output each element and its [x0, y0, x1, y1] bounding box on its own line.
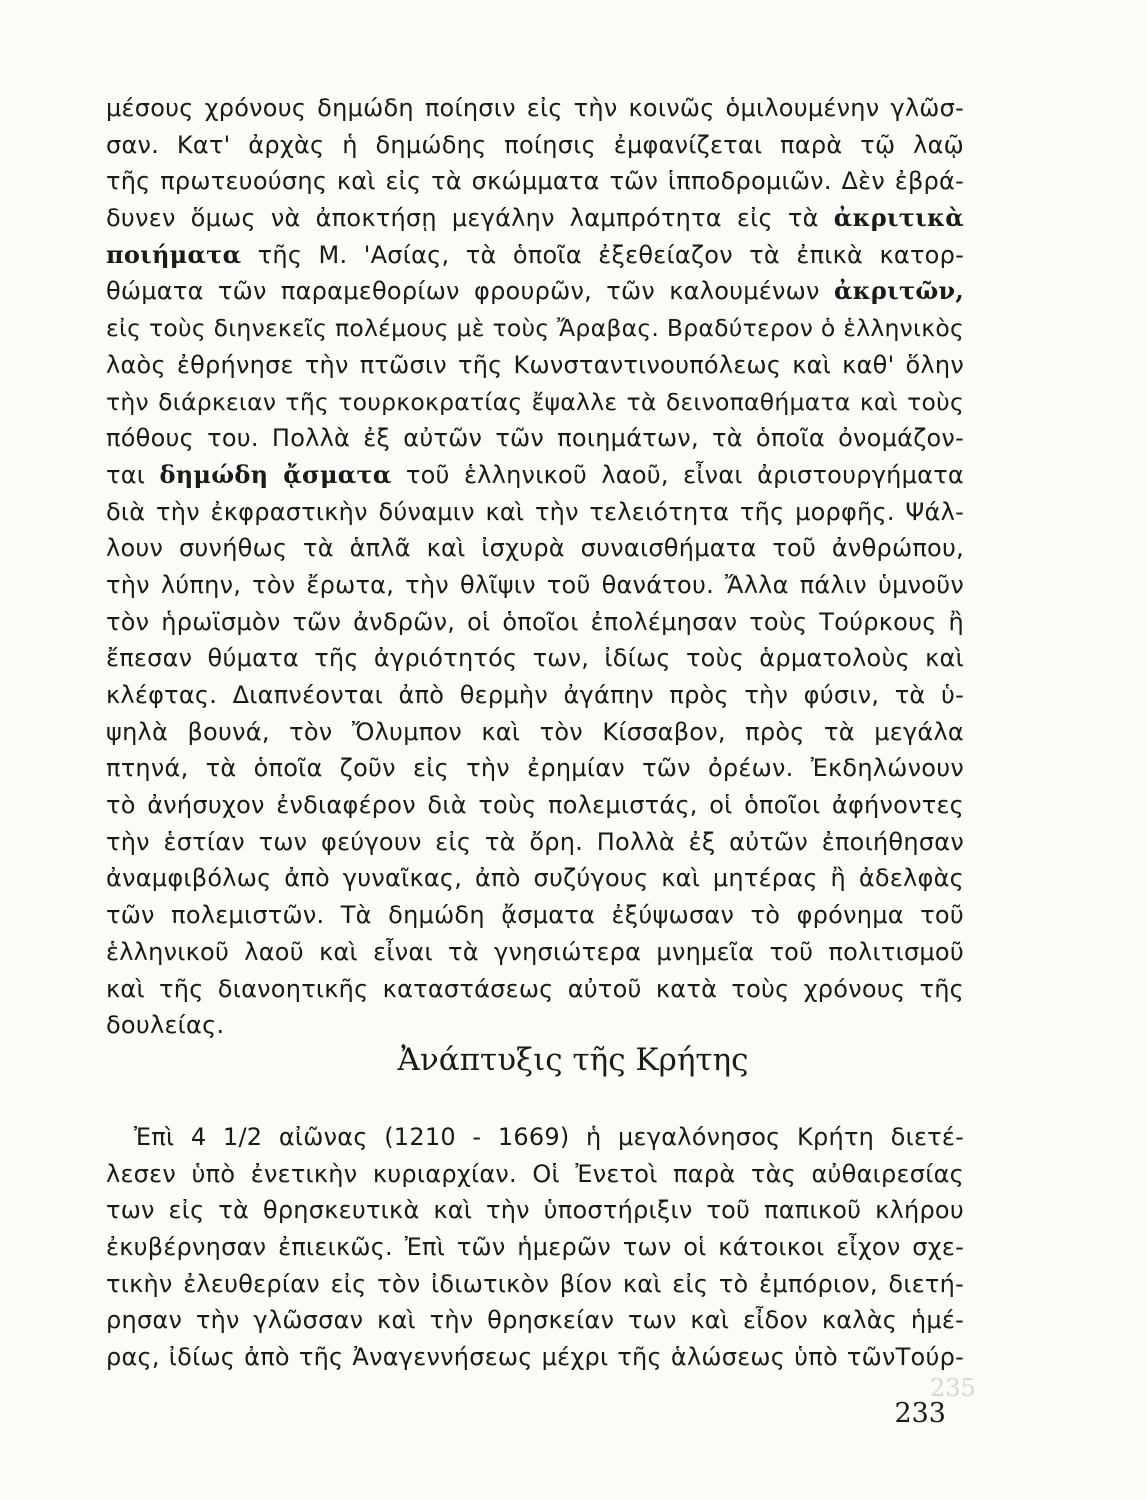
- text-line: θώματα τῶν παραμεθορίων φρουρῶν, τῶν καλουμένων ἀκριτῶν,: [106, 276, 964, 306]
- page-number: 233: [894, 1398, 946, 1429]
- paragraph-folk-poetry: [106, 90, 964, 1044]
- text-line: ἔπεσαν θύματα τῆς ἀγριότητός των, ἰδίως τοὺς ἁρματολοὺς καὶ: [106, 644, 964, 673]
- text-line: τικὴν ἐλευθερίαν εἰς τὸν ἰδιωτικὸν βίον καὶ εἰς τὸ ἐμπόριον, διετή-: [106, 1269, 964, 1298]
- text-line: εἰς τοὺς διηνεκεῖς πολέμους μὲ τοὺς Ἄραβας. Βραδύτερον ὁ ἑλληνικὸς: [106, 314, 964, 343]
- text-line: ψηλὰ βουνά, τὸν Ὄλυμπον καὶ τὸν Κίσσαβον, πρὸς τὰ μεγάλα: [106, 717, 964, 746]
- text-line: των εἰς τὰ θρησκευτικὰ καὶ τὴν ὑποστήριξιν τοῦ παπικοῦ κλήρου: [106, 1196, 964, 1225]
- text-line: τὸ ἀνήσυχον ἐνδιαφέρον διὰ τοὺς πολεμιστάς, οἱ ὁποῖοι ἀφήνοντες: [106, 791, 964, 820]
- text-line: ρησαν τὴν γλῶσσαν καὶ τὴν θρησκείαν των καὶ εἶδον καλὰς ἡμέ-: [106, 1306, 964, 1335]
- text-line: μέσους χρόνους δημώδη ποίησιν εἰς τὴν κοινῶς ὁμιλουμένην γλῶσ-: [106, 94, 964, 122]
- text-line: ἑλληνικοῦ λαοῦ καὶ εἶναι τὰ γνησιώτερα μνημεῖα τοῦ πολιτισμοῦ: [106, 937, 964, 966]
- text-line: κλέφτας. Διαπνέονται ἀπὸ θερμὴν ἀγάπην πρὸς τὴν φύσιν, τὰ ὑ-: [106, 681, 964, 709]
- text-line: ται δημώδη ᾄσματα τοῦ ἑλληνικοῦ λαοῦ, εἶναι ἀριστουργήματα: [106, 459, 964, 489]
- text-line: τὴν διάρκειαν τῆς τουρκοκρατίας ἔψαλλε τὰ δεινοπαθήματα καὶ τοὺς: [106, 387, 964, 416]
- text-line: δυνεν ὅμως νὰ ἀποκτήσῃ μεγάλην λαμπρότητα εἰς τὰ ἀκριτικὰ: [106, 203, 964, 233]
- show-through-page-number: 235: [930, 1374, 976, 1402]
- text-line: δουλείας.: [106, 1011, 225, 1040]
- text-line: ποιήματα τῆς Μ. 'Ασίας, τὰ ὁποῖα ἐξεθείαζον τὰ ἐπικὰ κατορ-: [106, 239, 964, 269]
- paragraph-crete: [106, 1119, 964, 1376]
- section-heading: Ἀνάπτυξις τῆς Κρήτης: [397, 1042, 749, 1078]
- text-line: σαν. Κατ' ἀρχὰς ἡ δημώδης ποίησις ἐμφανίζεται παρὰ τῷ λαῷ: [106, 130, 964, 159]
- text-line: λεσεν ὑπὸ ἐνετικὴν κυριαρχίαν. Οἱ Ἐνετοὶ παρὰ τὰς αὐθαιρεσίας: [106, 1159, 964, 1188]
- text-line: λαὸς ἐθρήνησε τὴν πτῶσιν τῆς Κωνσταντινουπόλεως καὶ καθ' ὅλην: [106, 350, 964, 379]
- text-line: ἐκυβέρνησαν ἐπιεικῶς. Ἐπὶ τῶν ἡμερῶν των οἱ κάτοικοι εἶχον σχε-: [106, 1233, 964, 1262]
- text-line: πόθους του. Πολλὰ ἐξ αὐτῶν τῶν ποιημάτων, τὰ ὁποῖα ὀνομάζον-: [106, 424, 964, 453]
- text-line: τῆς πρωτευούσης καὶ εἰς τὰ σκώμματα τῶν ἱπποδρομιῶν. Δὲν ἐβρά-: [106, 167, 964, 196]
- text-line: διὰ τὴν ἐκφραστικὴν δύναμιν καὶ τὴν τελειότητα τῆς μορφῆς. Ψάλ-: [106, 497, 964, 526]
- text-line: τὴν λύπην, τὸν ἔρωτα, τὴν θλῖψιν τοῦ θανάτου. Ἄλλα πάλιν ὑμνοῦν: [106, 570, 964, 599]
- text-line: τὴν ἑστίαν των φεύγουν εἰς τὰ ὄρη. Πολλὰ ἐξ αὐτῶν ἐποιήθησαν: [106, 827, 964, 856]
- text-line: Ἐπὶ 4 1/2 αἰῶνας (1210 - 1669) ἡ μεγαλόνησος Κρήτη διετέ-: [134, 1123, 964, 1151]
- text-line: ἀναμφιβόλως ἀπὸ γυναῖκας, ἀπὸ συζύγους καὶ μητέρας ἢ ἀδελφὰς: [106, 864, 964, 893]
- text-line: τὸν ἡρωϊσμὸν τῶν ἀνδρῶν, οἱ ὁποῖοι ἐπολέμησαν τοὺς Τούρκους ἢ: [106, 607, 964, 636]
- text-line: λουν συνήθως τὰ ἁπλᾶ καὶ ἰσχυρὰ συναισθήματα τοῦ ἀνθρώπου,: [106, 534, 964, 563]
- text-line: καὶ τῆς διανοητικῆς καταστάσεως αὐτοῦ κατὰ τοὺς χρόνους τῆς: [106, 974, 964, 1003]
- text-line: τῶν πολεμιστῶν. Τὰ δημώδη ᾄσματα ἐξύψωσαν τὸ φρόνημα τοῦ: [106, 901, 964, 930]
- text-line: πτηνά, τὰ ὁποῖα ζοῦν εἰς τὴν ἐρημίαν τῶν ὀρέων. Ἐκδηλώνουν: [106, 754, 964, 783]
- text-line: ρας, ἰδίως ἀπὸ τῆς Ἀναγεννήσεως μέχρι τῆς ἁλώσεως ὑπὸ τῶνΤούρ-: [106, 1343, 964, 1372]
